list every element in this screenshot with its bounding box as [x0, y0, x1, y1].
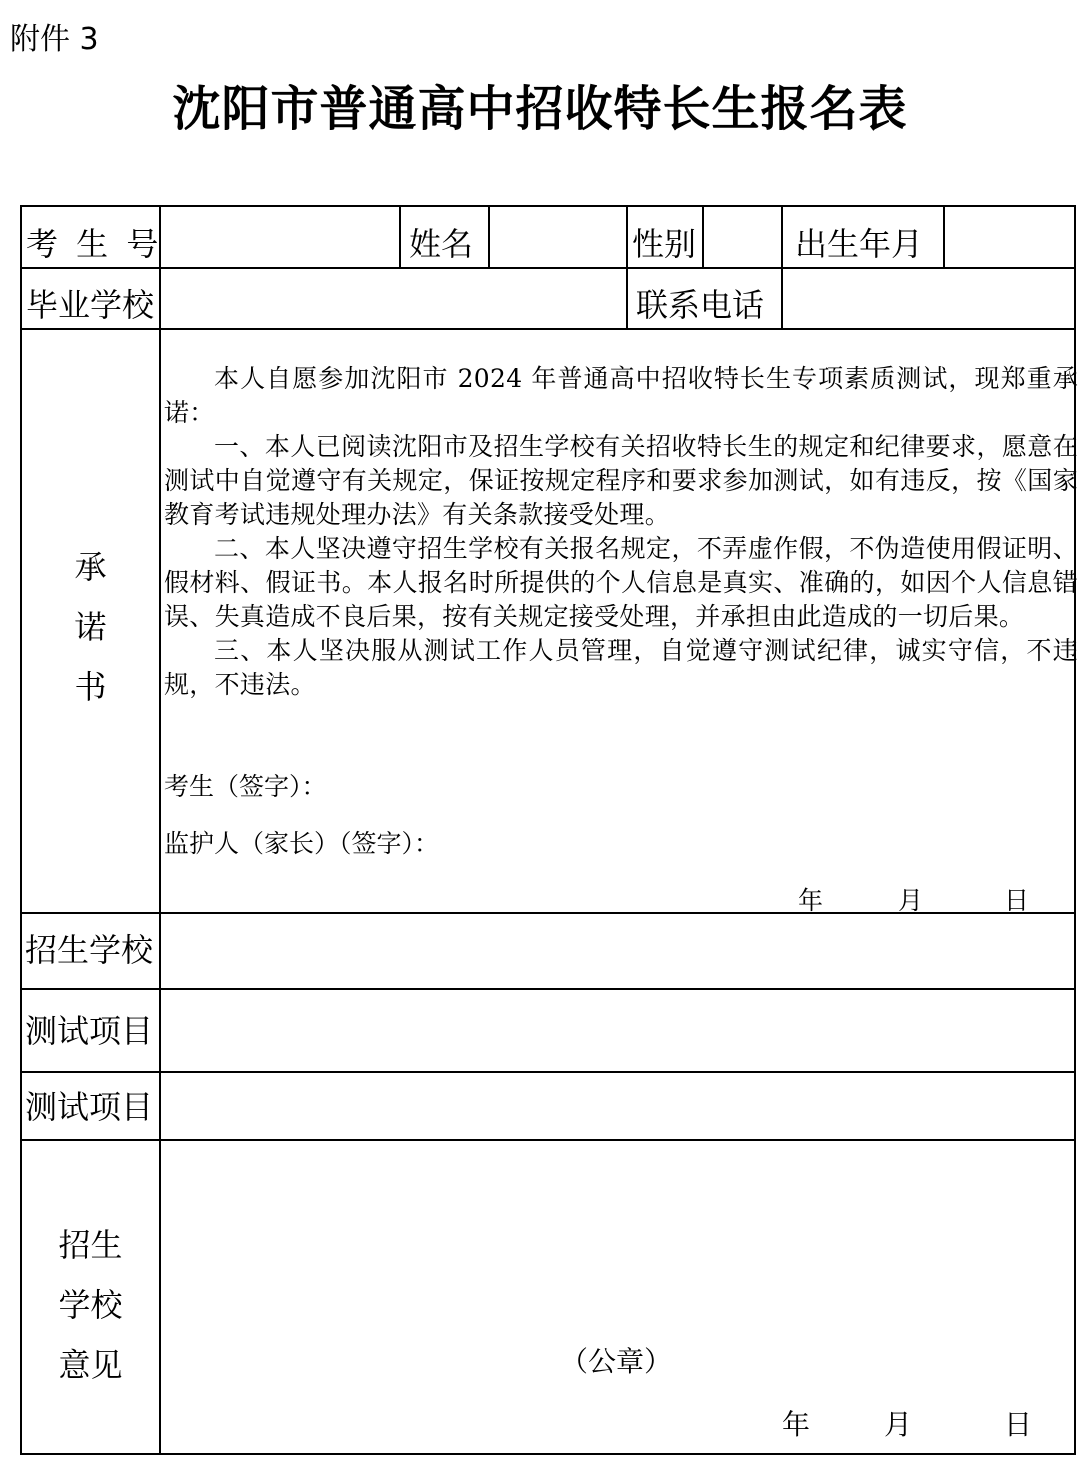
col-divider — [399, 207, 401, 267]
attachment-label: 附件 3 — [10, 22, 99, 57]
name-field[interactable] — [490, 207, 625, 267]
pledge-label-char: 承 — [74, 548, 107, 586]
date-day: 日 — [1004, 886, 1030, 915]
pledge-paragraph: 三、本人坚决服从测试工作人员管理，自觉遵守测试纪律，诚实守信，不违规，不违法。 — [164, 636, 1078, 699]
official-seal-label: （公章） — [560, 1345, 673, 1378]
student-signature-label: 考生（签字）： — [164, 772, 327, 801]
gender-label: 性别 — [632, 225, 697, 263]
date-year: 年 — [782, 1408, 811, 1441]
school-opinion-label — [22, 1215, 159, 1395]
opinion-label-line: 招生 — [58, 1226, 123, 1264]
pledge-text — [164, 362, 1078, 702]
pledge-paragraph: 本人自愿参加沈阳市 2024 年普通高中招收特长生专项素质测试，现郑重承诺： — [164, 364, 1078, 427]
label-column-divider — [159, 207, 161, 1455]
pledge-label — [22, 537, 159, 717]
date-year: 年 — [798, 886, 824, 915]
phone-field[interactable] — [783, 268, 1075, 328]
pledge-paragraph: 二、本人坚决遵守招生学校有关报名规定，不弄虚作假，不伪造使用假证明、假材料、假证书。本人报名时所提供的个人信息是真实、准确的，如因个人信息错误、失真造成不良后果，按有关规定接受处理，并承担由此造成的一切后果。 — [164, 534, 1078, 631]
enroll-school-field[interactable] — [162, 914, 1075, 987]
test-item-1-label: 测试项目 — [25, 1012, 154, 1050]
pledge-label-char: 诺 — [74, 608, 107, 646]
col-divider — [626, 207, 628, 328]
opinion-label-line: 意见 — [58, 1346, 123, 1384]
form-title: 沈阳市普通高中招收特长生报名表 — [172, 81, 908, 137]
date-month: 月 — [884, 1408, 913, 1441]
gender-field[interactable] — [704, 207, 780, 267]
guardian-signature-label: 监护人（家长）（签字）： — [164, 829, 440, 858]
opinion-date — [782, 1403, 1062, 1441]
date-month: 月 — [898, 886, 924, 915]
birth-date-field[interactable] — [945, 207, 1075, 267]
name-label: 姓名 — [409, 225, 474, 263]
test-item-2-label: 测试项目 — [25, 1088, 154, 1126]
graduation-school-field[interactable] — [162, 268, 625, 328]
opinion-label-line: 学校 — [58, 1286, 123, 1324]
pledge-paragraph: 一、本人已阅读沈阳市及招生学校有关招收特长生的规定和纪律要求，愿意在测试中自觉遵守有关规定，保证按规定程序和要求参加测试，如有违反，按《国家教育考试违规处理办法》有关条款接受处理。 — [164, 432, 1078, 529]
date-day: 日 — [1004, 1408, 1033, 1441]
test-item-1-field[interactable] — [162, 990, 1075, 1070]
row-divider — [22, 328, 1076, 330]
exam-number-label: 考 生 号 — [26, 225, 163, 263]
birth-date-label: 出生年月 — [795, 225, 924, 263]
exam-number-field[interactable] — [162, 207, 398, 267]
pledge-label-char: 书 — [74, 668, 107, 706]
pledge-date — [798, 881, 1058, 915]
registration-form-table — [20, 205, 1076, 1455]
enroll-school-label: 招生学校 — [25, 931, 154, 969]
phone-label: 联系电话 — [636, 286, 765, 324]
row-divider — [22, 1139, 1076, 1141]
graduation-school-label: 毕业学校 — [26, 286, 155, 324]
test-item-2-field[interactable] — [162, 1073, 1075, 1138]
